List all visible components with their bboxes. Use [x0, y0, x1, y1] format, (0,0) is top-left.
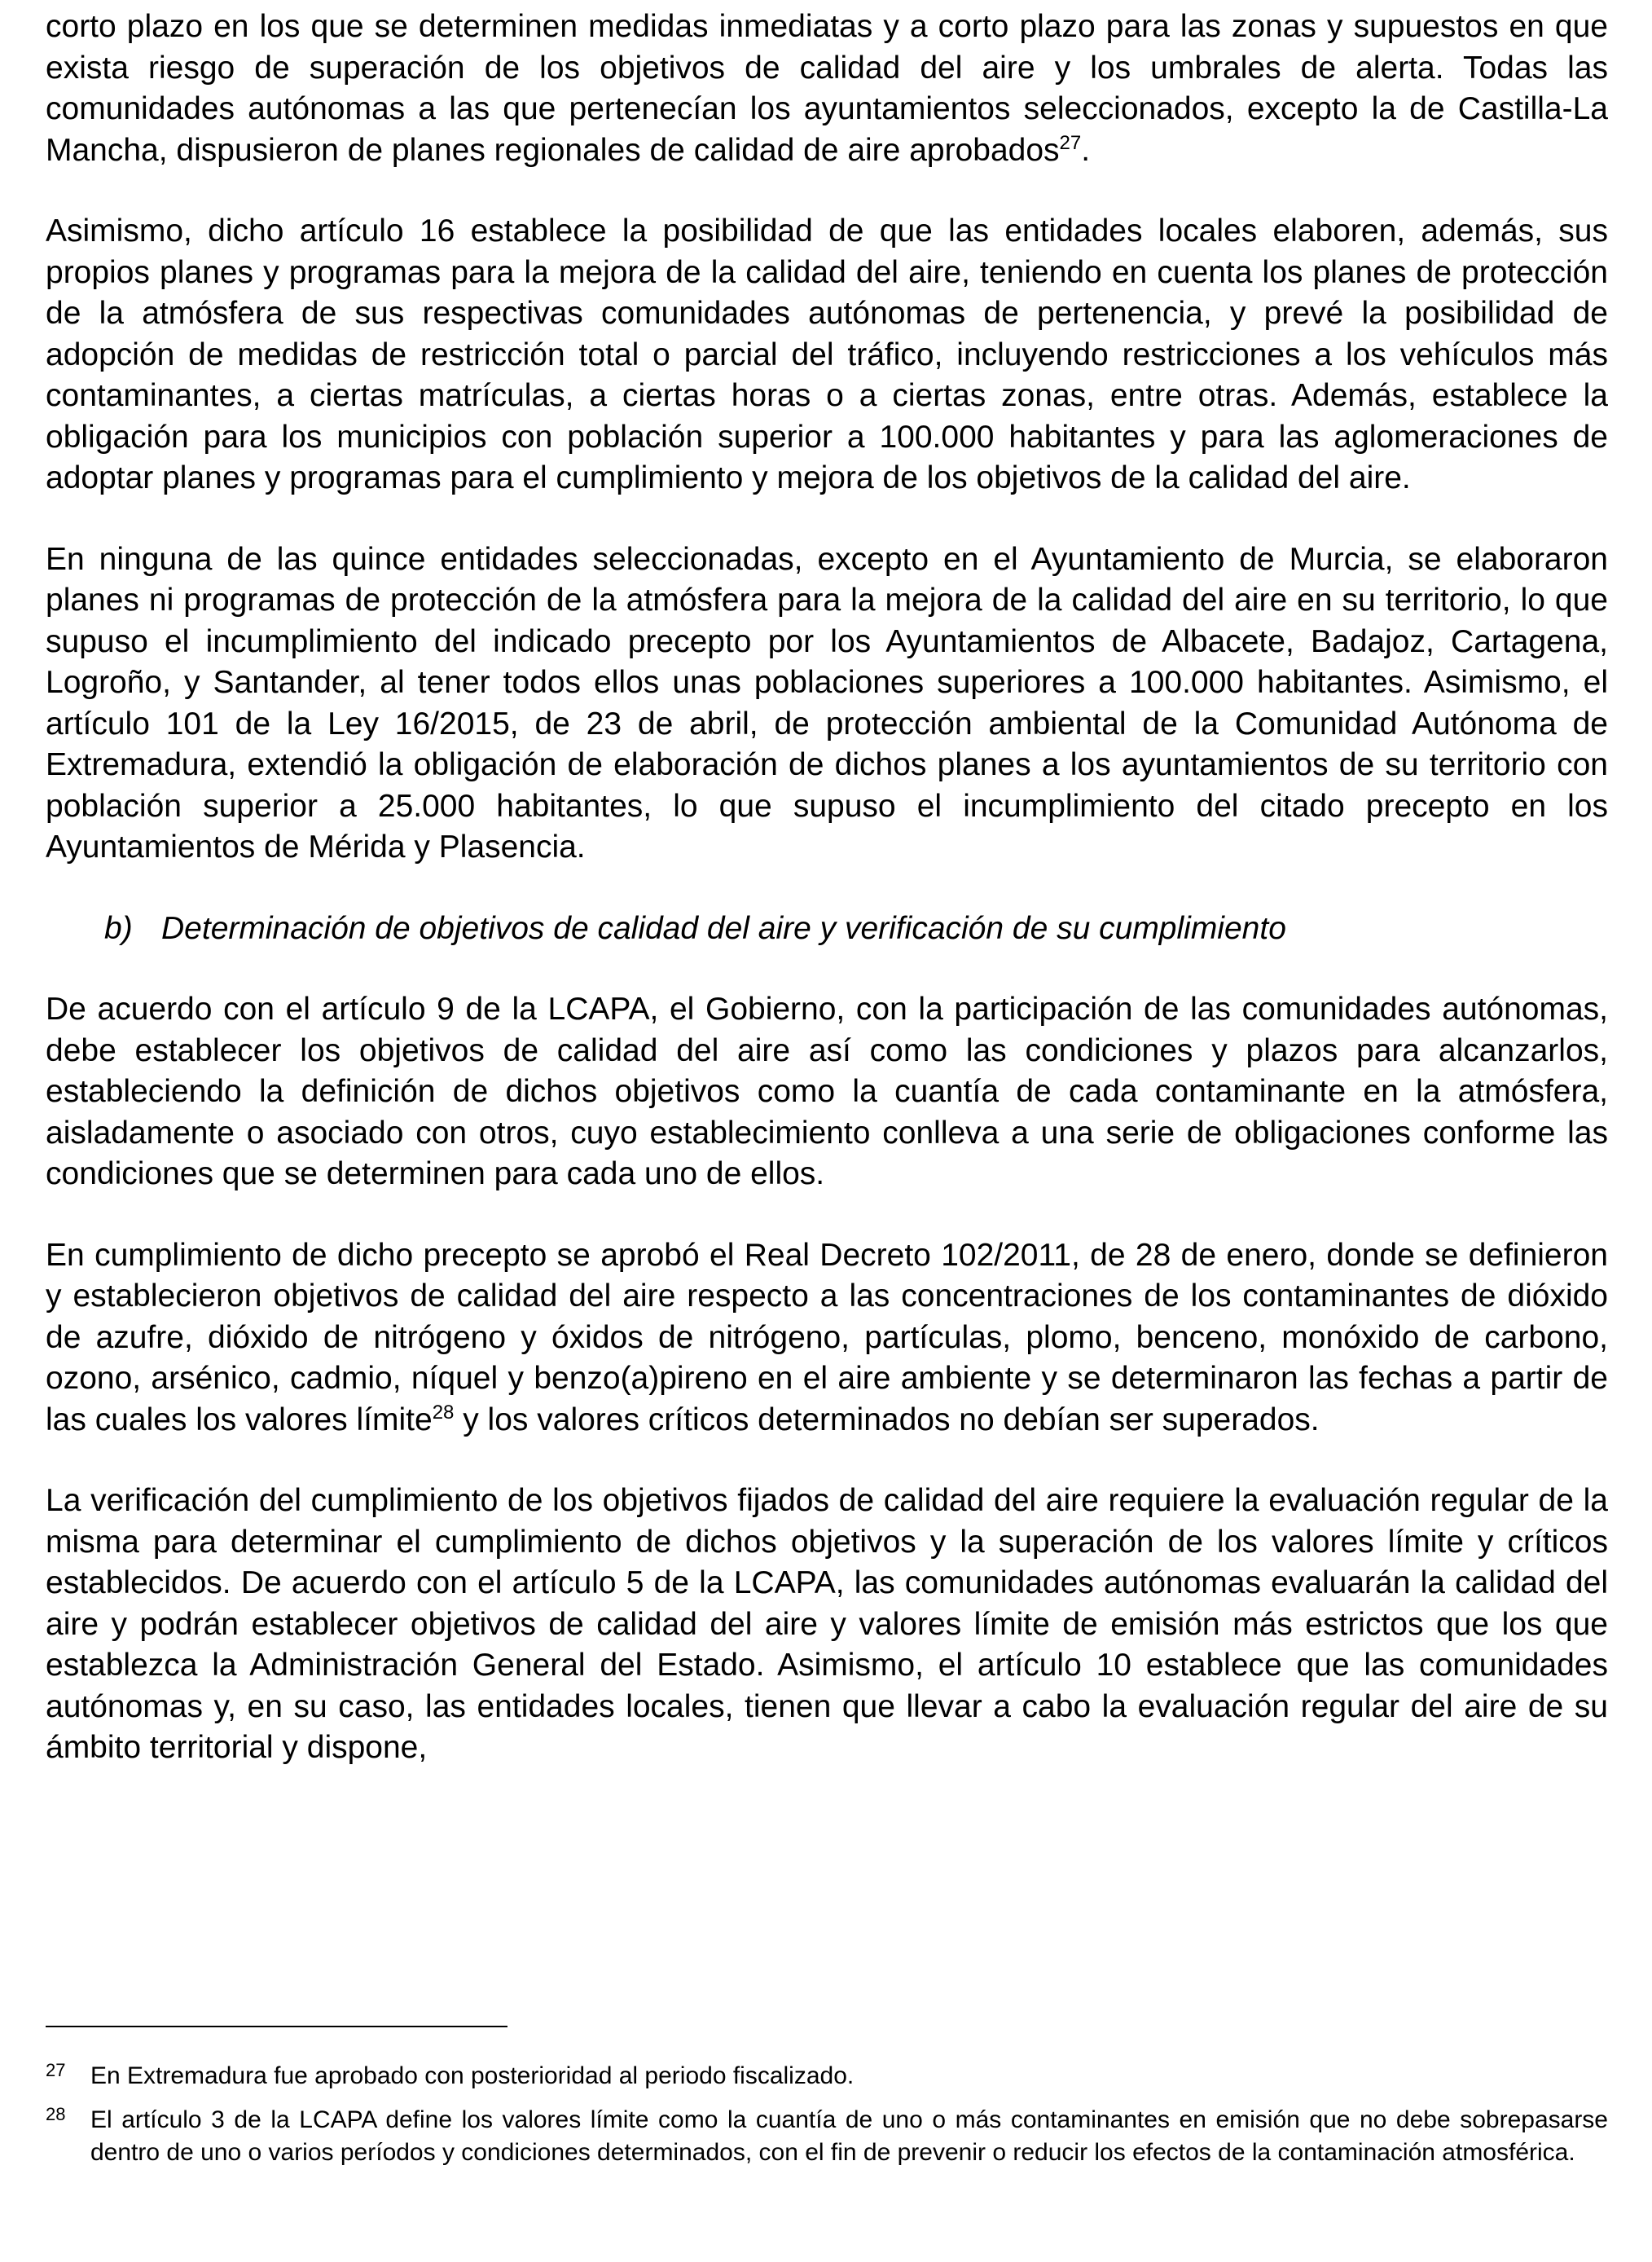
paragraph-5 [46, 1235, 1608, 1441]
document-body [46, 7, 1608, 1809]
subheading-title: Determinación de objetivos de calidad del aire y verificación de su cumplimiento [161, 910, 1286, 946]
footnote-number: 28 [46, 2104, 66, 2124]
paragraph-5-tail: y los valores críticos determinados no debían ser superados. [454, 1402, 1320, 1437]
paragraph-2: Asimismo, dicho artículo 16 establece la posibilidad de que las entidades locales elaboren, además, sus propios planes y programas para la mejora de la calidad del aire, teniendo en cuenta los planes de protección de la atmósfera de sus respectivas comunidades autónomas de pertenencia, y prevé la posibilidad de adopción de medidas de restricción total o parcial del tráfico, incluyendo restricciones a los vehículos más contaminantes, a ciertas matrículas, a ciertas horas o a ciertas zonas, entre otras. Además, establece la obligación para los municipios con población superior a 100.000 habitantes y para las aglomeraciones de adoptar planes y programas para el cumplimiento y mejora de los objetivos de la calidad del aire. [46, 213, 1608, 495]
paragraph-1 [46, 7, 1608, 171]
paragraph-5-text: En cumplimiento de dicho precepto se aprobó el Real Decreto 102/2011, de 28 de enero, donde se definieron y establecieron objetivos de calidad del aire respecto a las concentraciones de los contaminantes de dióxido de azufre, dióxido de nitrógeno y óxidos de nitrógeno, partículas, plomo, benceno, monóxido de carbono, ozono, arsénico, cadmio, níquel y benzo(a)pireno en el aire ambiente y se determinaron las fechas a partir de las cuales los valores límite [46, 1237, 1608, 1437]
footnotes-section [46, 2060, 1608, 2181]
footnote-ref-28[interactable]: 28 [432, 1401, 455, 1424]
paragraph-1-text: corto plazo en los que se determinen medidas inmediatas y a corto plazo para las zonas y supuestos en que exista riesgo de superación de los objetivos de calidad del aire y los umbrales de alerta. Todas las comunidades autónomas a las que pertenecían los ayuntamientos seleccionados, excepto la de Castilla-La Mancha, dispusieron de planes regionales de calidad de aire aprobados [46, 9, 1608, 168]
paragraph-1-tail: . [1081, 132, 1091, 168]
footnote-ref-27[interactable]: 27 [1059, 131, 1082, 154]
footnote-28 [46, 2104, 1608, 2169]
paragraph-4: De acuerdo con el artículo 9 de la LCAPA, el Gobierno, con la participación de las comunidades autónomas, debe establecer los objetivos de calidad del aire así como las condiciones y plazos para alcanzarlos, estableciendo la definición de dichos objetivos como la cuantía de cada contaminante en la atmósfera, aisladamente o asociado con otros, cuyo establecimiento conlleva a una serie de obligaciones conforme las condiciones que se determinen para cada uno de ellos. [46, 992, 1608, 1191]
section-subheading [46, 909, 1608, 950]
footnote-27 [46, 2060, 1608, 2093]
paragraph-6: La verificación del cumplimiento de los objetivos fijados de calidad del aire requiere la evaluación regular de la misma para determinar el cumplimiento de dichos objetivos y la superación de los valores límite y críticos establecidos. De acuerdo con el artículo 5 de la LCAPA, las comunidades autónomas evaluarán la calidad del aire y podrán establecer objetivos de calidad del aire y valores límite de emisión más estrictos que los que establezca la Administración General del Estado. Asimismo, el artículo 10 establece que las comunidades autónomas y, en su caso, las entidades locales, tienen que llevar a cabo la evaluación regular del aire de su ámbito territorial y dispone, [46, 1483, 1608, 1765]
paragraph-3: En ninguna de las quince entidades seleccionadas, excepto en el Ayuntamiento de Murcia, se elaboraron planes ni programas de protección de la atmósfera para la mejora de la calidad del aire en su territorio, lo que supuso el incumplimiento del indicado precepto por los Ayuntamientos de Albacete, Badajoz, Cartagena, Logroño, y Santander, al tener todos ellos unas poblaciones superiores a 100.000 habitantes. Asimismo, el artículo 101 de la Ley 16/2015, de 23 de abril, de protección ambiental de la Comunidad Autónoma de Extremadura, extendió la obligación de elaboración de dichos planes a los ayuntamientos de su territorio con población superior a 25.000 habitantes, lo que supuso el incumplimiento del citado precepto en los Ayuntamientos de Mérida y Plasencia. [46, 541, 1608, 865]
footnote-separator [46, 2026, 507, 2027]
footnote-text: En Extremadura fue aprobado con posterioridad al periodo fiscalizado. [90, 2062, 855, 2089]
subheading-marker: b) [104, 910, 133, 946]
footnote-number: 27 [46, 2060, 66, 2080]
footnote-text: El artículo 3 de la LCAPA define los valores límite como la cuantía de uno o más contaminantes en emisión que no debe sobrepasarse dentro de uno o varios períodos y condiciones determinados, con el fin de prevenir o reducir los efectos de la contaminación atmosférica. [90, 2106, 1608, 2166]
